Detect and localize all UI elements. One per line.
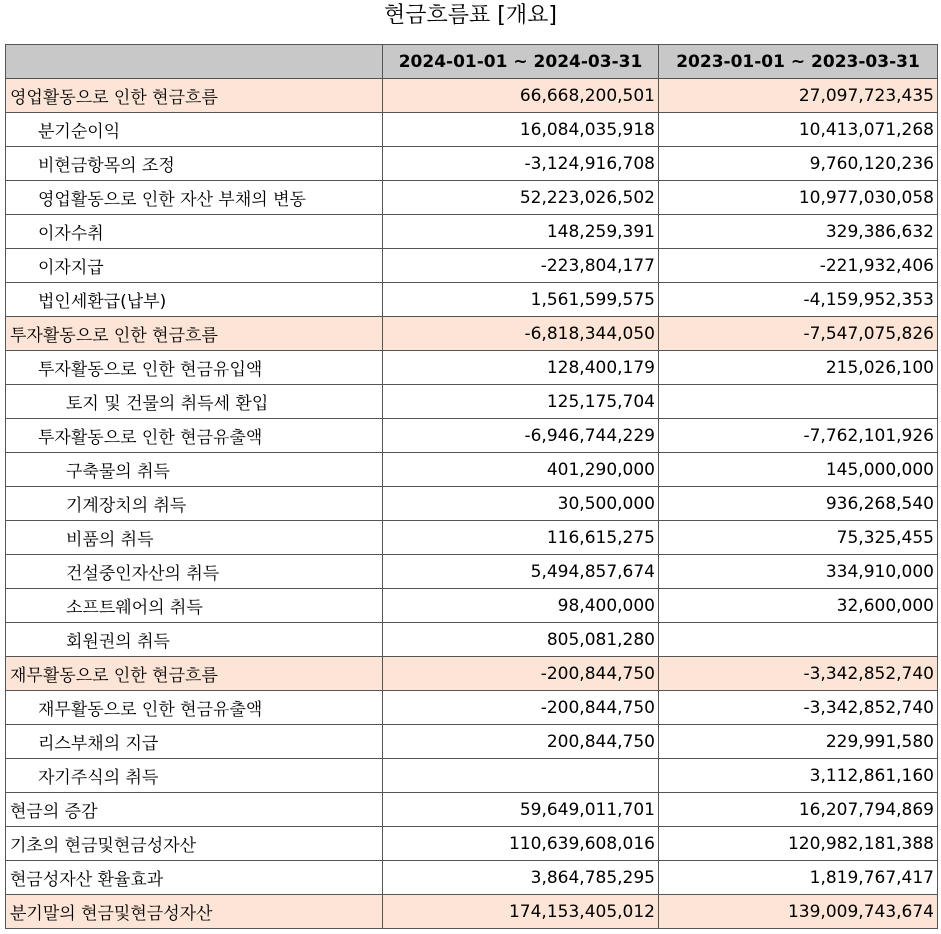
current-period-value: 59,649,011,701 — [383, 793, 659, 827]
row-label: 회원권의 취득 — [6, 623, 383, 657]
table-row — [6, 79, 938, 113]
current-period-value: 148,259,391 — [383, 215, 659, 249]
row-label: 비품의 취득 — [6, 521, 383, 555]
row-label: 건설중인자산의 취득 — [6, 555, 383, 589]
row-label: 현금의 증감 — [6, 793, 383, 827]
header-prior-period: 2023-01-01 ~ 2023-03-31 — [659, 45, 938, 79]
row-label: 리스부채의 지급 — [6, 725, 383, 759]
page-title: 현금흐름표 [개요] — [384, 3, 557, 28]
current-period-value: 116,615,275 — [383, 521, 659, 555]
table-row — [6, 249, 938, 283]
current-period-value: 16,084,035,918 — [383, 113, 659, 147]
prior-period-value: 3,112,861,160 — [659, 759, 938, 793]
table-row — [6, 351, 938, 385]
prior-period-value: -3,342,852,740 — [659, 691, 938, 725]
table-row — [6, 419, 938, 453]
current-period-value: -3,124,916,708 — [383, 147, 659, 181]
prior-period-value: 1,819,767,417 — [659, 861, 938, 895]
table-row — [6, 487, 938, 521]
row-label: 분기순이익 — [6, 113, 383, 147]
prior-period-value: -3,342,852,740 — [659, 657, 938, 691]
row-label: 자기주식의 취득 — [6, 759, 383, 793]
header-current-period: 2024-01-01 ~ 2024-03-31 — [383, 45, 659, 79]
current-period-value: -6,818,344,050 — [383, 317, 659, 351]
table-row — [6, 793, 938, 827]
prior-period-value: -221,932,406 — [659, 249, 938, 283]
current-period-value: 805,081,280 — [383, 623, 659, 657]
table-row — [6, 453, 938, 487]
table-row — [6, 555, 938, 589]
current-period-value: 98,400,000 — [383, 589, 659, 623]
row-label: 비현금항목의 조정 — [6, 147, 383, 181]
cash-flow-table — [5, 44, 938, 929]
prior-period-value: -7,547,075,826 — [659, 317, 938, 351]
prior-period-value — [659, 385, 938, 419]
current-period-value: 128,400,179 — [383, 351, 659, 385]
table-row — [6, 861, 938, 895]
table-row — [6, 657, 938, 691]
prior-period-value: 229,991,580 — [659, 725, 938, 759]
row-label: 이자지급 — [6, 249, 383, 283]
row-label: 분기말의 현금및현금성자산 — [6, 895, 383, 929]
row-label: 투자활동으로 인한 현금유출액 — [6, 419, 383, 453]
table-row — [6, 521, 938, 555]
current-period-value: 174,153,405,012 — [383, 895, 659, 929]
prior-period-value: 9,760,120,236 — [659, 147, 938, 181]
table-row — [6, 895, 938, 929]
table-row — [6, 385, 938, 419]
current-period-value: -200,844,750 — [383, 691, 659, 725]
row-label: 투자활동으로 인한 현금흐름 — [6, 317, 383, 351]
table-row — [6, 181, 938, 215]
current-period-value: 125,175,704 — [383, 385, 659, 419]
prior-period-value: -4,159,952,353 — [659, 283, 938, 317]
table-row — [6, 317, 938, 351]
table-row — [6, 113, 938, 147]
current-period-value: 30,500,000 — [383, 487, 659, 521]
row-label: 재무활동으로 인한 현금유출액 — [6, 691, 383, 725]
current-period-value: 66,668,200,501 — [383, 79, 659, 113]
prior-period-value: 139,009,743,674 — [659, 895, 938, 929]
table-row — [6, 759, 938, 793]
table-row — [6, 283, 938, 317]
row-label: 이자수취 — [6, 215, 383, 249]
current-period-value: 1,561,599,575 — [383, 283, 659, 317]
current-period-value: -6,946,744,229 — [383, 419, 659, 453]
prior-period-value: 32,600,000 — [659, 589, 938, 623]
prior-period-value: 215,026,100 — [659, 351, 938, 385]
current-period-value: -200,844,750 — [383, 657, 659, 691]
prior-period-value: 145,000,000 — [659, 453, 938, 487]
current-period-value — [383, 759, 659, 793]
table-row — [6, 691, 938, 725]
row-label: 영업활동으로 인한 자산 부채의 변동 — [6, 181, 383, 215]
prior-period-value: 329,386,632 — [659, 215, 938, 249]
table-row — [6, 589, 938, 623]
prior-period-value: 936,268,540 — [659, 487, 938, 521]
table-row — [6, 623, 938, 657]
current-period-value: 110,639,608,016 — [383, 827, 659, 861]
current-period-value: 401,290,000 — [383, 453, 659, 487]
row-label: 토지 및 건물의 취득세 환입 — [6, 385, 383, 419]
prior-period-value: -7,762,101,926 — [659, 419, 938, 453]
row-label: 영업활동으로 인한 현금흐름 — [6, 79, 383, 113]
prior-period-value: 334,910,000 — [659, 555, 938, 589]
prior-period-value: 27,097,723,435 — [659, 79, 938, 113]
current-period-value: -223,804,177 — [383, 249, 659, 283]
prior-period-value — [659, 623, 938, 657]
row-label: 기계장치의 취득 — [6, 487, 383, 521]
table-row — [6, 827, 938, 861]
prior-period-value: 75,325,455 — [659, 521, 938, 555]
prior-period-value: 10,413,071,268 — [659, 113, 938, 147]
row-label: 투자활동으로 인한 현금유입액 — [6, 351, 383, 385]
current-period-value: 3,864,785,295 — [383, 861, 659, 895]
table-row — [6, 215, 938, 249]
prior-period-value: 10,977,030,058 — [659, 181, 938, 215]
prior-period-value: 120,982,181,388 — [659, 827, 938, 861]
row-label: 법인세환급(납부) — [6, 283, 383, 317]
row-label: 소프트웨어의 취득 — [6, 589, 383, 623]
current-period-value: 5,494,857,674 — [383, 555, 659, 589]
row-label: 구축물의 취득 — [6, 453, 383, 487]
row-label: 기초의 현금및현금성자산 — [6, 827, 383, 861]
current-period-value: 52,223,026,502 — [383, 181, 659, 215]
prior-period-value: 16,207,794,869 — [659, 793, 938, 827]
table-row — [6, 147, 938, 181]
table-header-row — [6, 45, 938, 79]
table-row — [6, 725, 938, 759]
header-label — [6, 45, 383, 79]
current-period-value: 200,844,750 — [383, 725, 659, 759]
row-label: 현금성자산 환율효과 — [6, 861, 383, 895]
row-label: 재무활동으로 인한 현금흐름 — [6, 657, 383, 691]
